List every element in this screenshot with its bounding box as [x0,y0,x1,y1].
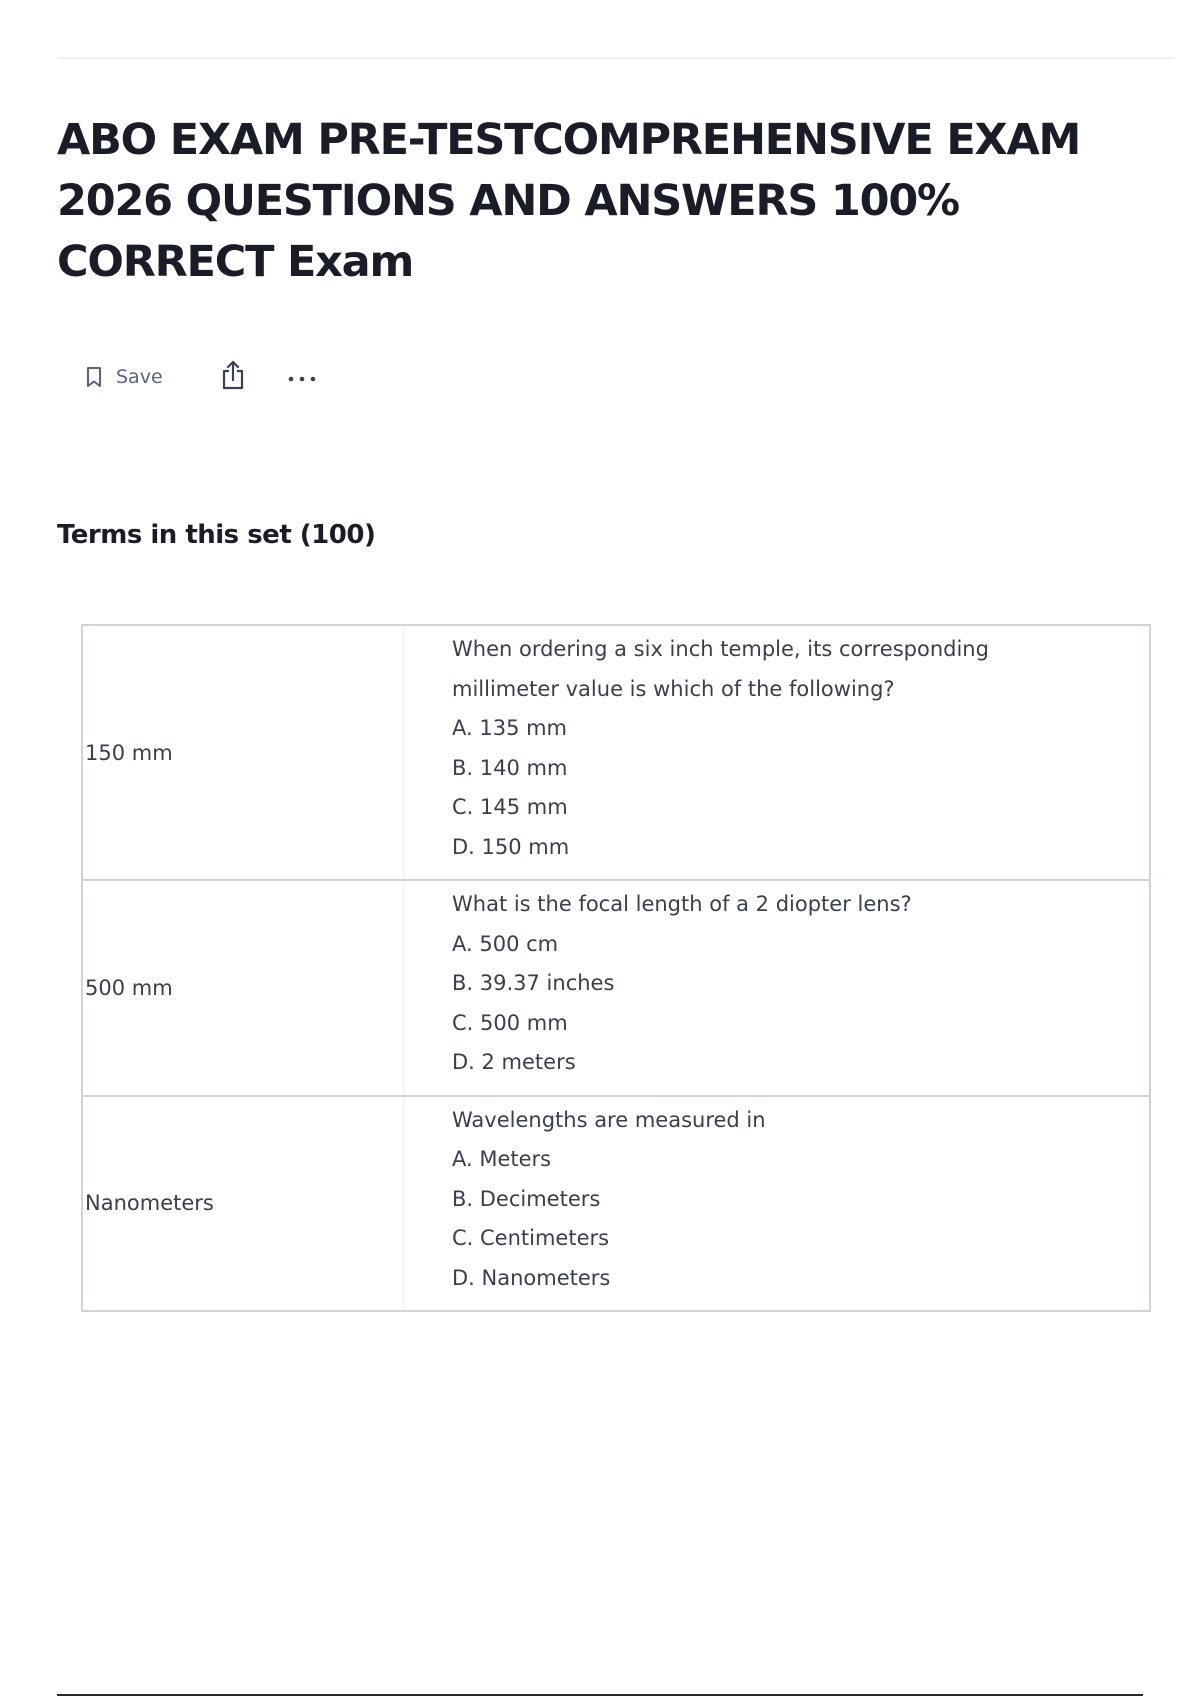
terms-heading: Terms in this set (100) [57,520,376,550]
answer-option: A. 135 mm [452,716,568,740]
share-button[interactable] [219,361,247,393]
answer-option: A. Meters [452,1147,552,1171]
table-row [82,880,1150,1096]
more-options-button[interactable] [287,361,317,393]
save-label: Save [116,366,163,388]
bottom-divider [57,1694,1143,1696]
table-row [82,1096,1150,1312]
more-options-icon [287,368,317,387]
answer-option: B. 140 mm [452,755,568,780]
answer-option: C. 500 mm [452,1010,568,1035]
bookmark-icon [85,366,103,388]
answer-option: B. Decimeters [452,1186,601,1211]
definition-cell [404,880,1151,1096]
question-line: When ordering a six inch temple, its corresponding [452,637,989,661]
answer-option: D. 150 mm [452,834,570,859]
question-line: What is the focal length of a 2 diopter lens? [452,892,912,916]
question-line: Wavelengths are measured in [452,1107,766,1132]
answer-option: A. 500 cm [452,931,559,956]
table-row [82,625,1150,880]
answer-option: C. Centimeters [452,1226,610,1250]
save-button[interactable] [85,366,163,388]
definition-cell [404,625,1151,880]
term-cell: 150 mm [82,625,404,880]
share-icon [220,360,246,394]
definition-cell [404,1096,1151,1312]
term-cell: 500 mm [82,880,404,1096]
action-bar [85,360,317,394]
answer-option: D. Nanometers [452,1265,611,1290]
question-line: millimeter value is which of the following? [452,676,895,701]
page-title: ABO EXAM PRE-TESTCOMPREHENSIVE EXAM 2026 QUESTIONS AND ANSWERS 100% CORRECT Exam [57,115,1081,287]
terms-table [81,624,1151,1312]
term-cell: Nanometers [82,1096,404,1312]
top-divider [57,57,1175,59]
answer-option: B. 39.37 inches [452,971,615,995]
answer-option: C. 145 mm [452,795,568,819]
answer-option: D. 2 meters [452,1050,576,1074]
